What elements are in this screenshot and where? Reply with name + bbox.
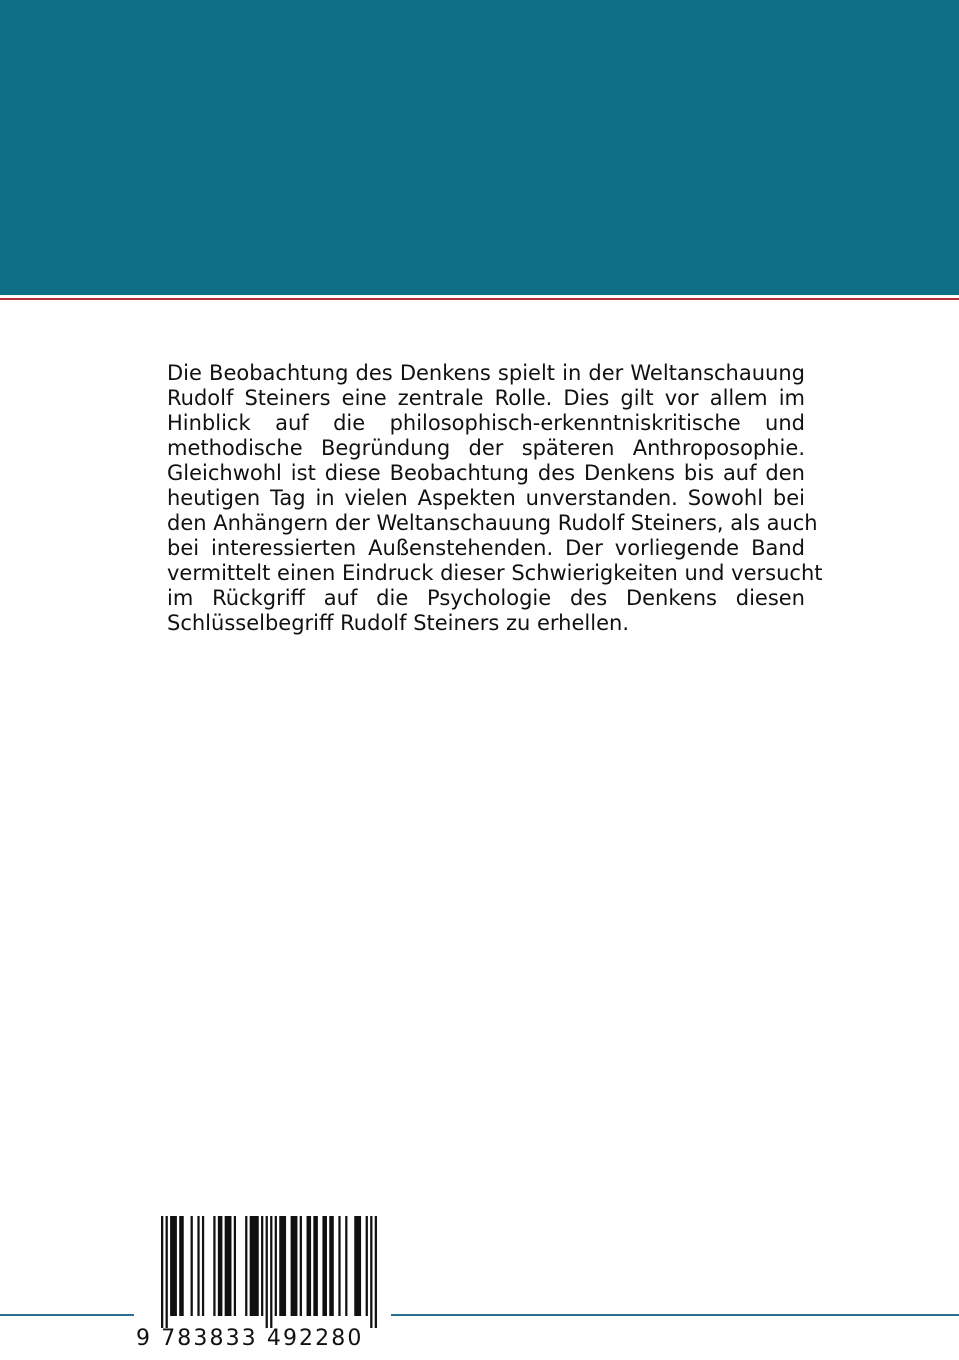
barcode-bar [191, 1216, 193, 1316]
barcode-bar [250, 1216, 259, 1316]
barcode-bar [170, 1216, 177, 1316]
barcode-bar [270, 1216, 272, 1328]
blurb-line: Gleichwohl ist diese Beobachtung des Denkens bis auf den [167, 461, 805, 485]
barcode-bar [179, 1216, 184, 1316]
barcode-bar [370, 1216, 372, 1328]
barcode-bar [279, 1216, 286, 1316]
barcode-bar [338, 1216, 340, 1316]
barcode-bar [329, 1216, 334, 1316]
isbn-barcode [136, 1212, 386, 1352]
header-divider-line [0, 298, 959, 300]
barcode-bar [275, 1216, 277, 1316]
blurb-line: bei interessierten Außenstehenden. Der vorliegende Band [167, 536, 805, 560]
header-color-band [0, 0, 959, 295]
blurb-line: Rudolf Steiners eine zentrale Rolle. Dies gilt vor allem im [167, 386, 805, 410]
barcode-bar [261, 1216, 263, 1316]
blurb-line: Schlüsselbegriff Rudolf Steiners zu erhellen. [167, 611, 629, 635]
blurb-line: Hinblick auf die philosophisch-erkenntniskritische und [167, 411, 805, 435]
barcode-bar [234, 1216, 236, 1316]
barcode-bar [161, 1216, 163, 1328]
barcode-bar [300, 1216, 302, 1316]
barcode-bars [161, 1216, 377, 1328]
blurb-line: vermittelt einen Eindruck dieser Schwierigkeiten und versucht [167, 561, 823, 585]
barcode-bar [202, 1216, 204, 1316]
barcode-bar [245, 1216, 247, 1316]
bottom-rule-right [391, 1314, 959, 1316]
back-cover-blurb [167, 361, 823, 636]
barcode-bar [375, 1216, 377, 1328]
barcode-bar [197, 1216, 199, 1316]
isbn-number: 9 783833 492280 [136, 1326, 364, 1351]
barcode-bar [307, 1216, 312, 1316]
barcode-bar [225, 1216, 232, 1316]
barcode-bar [291, 1216, 298, 1316]
blurb-line: den Anhängern der Weltanschauung Rudolf Steiners, als auch [167, 511, 818, 535]
bottom-rule-left [0, 1314, 134, 1316]
barcode-bar [213, 1216, 215, 1316]
barcode-bar [218, 1216, 223, 1316]
barcode-bar [322, 1216, 327, 1316]
blurb-line: heutigen Tag in vielen Aspekten unverstanden. Sowohl bei [167, 486, 805, 510]
barcode-bar [166, 1216, 168, 1328]
barcode-bar [366, 1216, 368, 1316]
blurb-line: im Rückgriff auf die Psychologie des Denkens diesen [167, 586, 805, 610]
barcode-bar [354, 1216, 361, 1316]
barcode-bar [345, 1216, 347, 1316]
blurb-line: methodische Begründung der späteren Anthroposophie. [167, 436, 805, 460]
barcode-bar [313, 1216, 318, 1316]
barcode-bar [266, 1216, 268, 1328]
blurb-line: Die Beobachtung des Denkens spielt in der Weltanschauung [167, 361, 805, 385]
